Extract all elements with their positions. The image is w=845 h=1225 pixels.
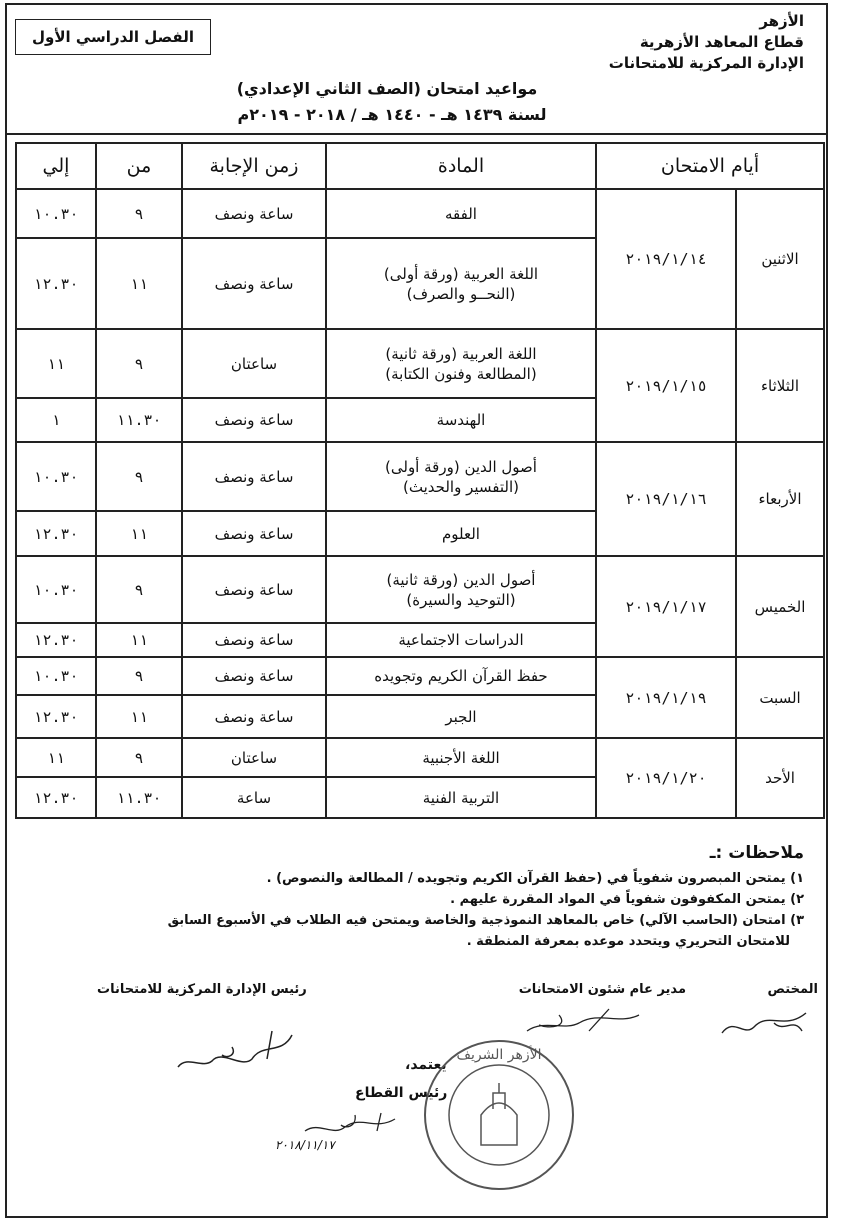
handwritten-date: ٢٠١٨/١١/١٧ <box>275 1138 335 1152</box>
subject-line: التربية الفنية <box>422 788 500 807</box>
from-time: ٩ <box>96 189 182 238</box>
org-line-2: قطاع المعاهد الأزهرية <box>639 33 804 51</box>
to-time: ١٢.٣٠ <box>16 623 96 657</box>
from-time: ٩ <box>96 738 182 777</box>
exam-title: مواعيد امتحان (الصف الثاني الإعدادي) <box>236 79 538 98</box>
from-time: ١١ <box>96 695 182 738</box>
term-label: الفصل الدراسي الأول <box>15 19 211 55</box>
subject-cell <box>326 329 596 398</box>
day-name: الأحد <box>736 738 824 818</box>
duration-cell: ساعة ونصف <box>182 695 326 738</box>
from-time: ٩ <box>96 329 182 398</box>
subject-line: (المطالعة وفنون الكتابة) <box>385 364 537 383</box>
organization-header <box>609 11 804 74</box>
to-time: ١٠.٣٠ <box>16 556 96 623</box>
to-time: ١٢.٣٠ <box>16 511 96 556</box>
duration-cell: ساعة ونصف <box>182 511 326 556</box>
header-to: إلي <box>16 143 96 189</box>
central-head-label: رئيس الإدارة المركزية للامتحانات <box>97 982 307 997</box>
day-name: الأربعاء <box>736 442 824 556</box>
subject-cell <box>326 657 596 695</box>
note-item: للامتحان التحريري ويتحدد موعده بمعرفة المنطقة . <box>466 934 790 949</box>
exam-date: ٢٠١٩/١/١٥ <box>596 329 736 442</box>
from-time: ١١.٣٠ <box>96 398 182 442</box>
subject-cell <box>326 623 596 657</box>
subject-cell <box>326 238 596 329</box>
day-name: الثلاثاء <box>736 329 824 442</box>
from-time: ١١ <box>96 511 182 556</box>
approval-label: يعتمد، <box>405 1057 447 1073</box>
subject-line: الفقه <box>445 204 477 223</box>
exam-date: ٢٠١٩/١/١٧ <box>596 556 736 657</box>
exam-date: ٢٠١٩/١/١٦ <box>596 442 736 556</box>
subject-cell <box>326 738 596 777</box>
subject-cell <box>326 777 596 818</box>
exam-schedule-table <box>15 142 825 819</box>
notes-title: ملاحظات :ـ <box>709 843 804 863</box>
notes-section <box>14 843 804 952</box>
note-item: ١) يمتحن المبصرون شفوياً في (حفظ القرآن الكريم وتجويده / المطالعة والنصوص) . <box>266 871 804 886</box>
table-row <box>16 329 824 398</box>
day-name: السبت <box>736 657 824 738</box>
duration-cell: ساعة ونصف <box>182 189 326 238</box>
subject-line: اللغة الأجنبية <box>422 748 500 767</box>
from-time: ١١ <box>96 623 182 657</box>
specialist-signature-icon <box>714 1003 814 1043</box>
to-time: ١١ <box>16 329 96 398</box>
subject-line: العلوم <box>442 524 480 543</box>
from-time: ٩ <box>96 556 182 623</box>
duration-cell: ساعة ونصف <box>182 398 326 442</box>
duration-cell: ساعة ونصف <box>182 657 326 695</box>
duration-cell: ساعة ونصف <box>182 442 326 511</box>
header-days: أيام الامتحان <box>596 143 824 189</box>
duration-cell: ساعتان <box>182 738 326 777</box>
exam-date: ٢٠١٩/١/١٤ <box>596 189 736 329</box>
duration-cell: ساعة ونصف <box>182 623 326 657</box>
subject-line: أصول الدين (ورقة أولى) <box>385 457 537 476</box>
sector-head-label: رئيس القطاع <box>355 1085 448 1101</box>
from-time: ٩ <box>96 442 182 511</box>
day-name: الاثنين <box>736 189 824 329</box>
director-label: مدير عام شئون الامتحانات <box>518 982 686 997</box>
table-header-row <box>16 143 824 189</box>
to-time: ١١ <box>16 738 96 777</box>
subject-cell <box>326 189 596 238</box>
subject-line: الهندسة <box>436 411 486 429</box>
to-time: ١٢.٣٠ <box>16 695 96 738</box>
table-row <box>16 189 824 238</box>
duration-cell: ساعة ونصف <box>182 238 326 329</box>
subject-cell <box>326 556 596 623</box>
exam-schedule-sheet <box>5 3 828 1218</box>
subject-line: (التفسير والحديث) <box>403 477 519 496</box>
subject-line: اللغة العربية (ورقة ثانية) <box>385 344 537 363</box>
table-row <box>16 442 824 511</box>
to-time: ١٠.٣٠ <box>16 657 96 695</box>
table-row <box>16 738 824 777</box>
subject-line: أصول الدين (ورقة ثانية) <box>386 570 536 589</box>
central-head-signature-icon <box>172 1025 302 1073</box>
to-time: ١٠.٣٠ <box>16 189 96 238</box>
org-line-1: الأزهر <box>759 12 804 30</box>
stamp-text: الأزهر الشريف <box>456 1047 542 1063</box>
from-time: ٩ <box>96 657 182 695</box>
sector-head-signature-icon <box>285 1109 405 1165</box>
schedule-body <box>16 189 824 818</box>
header-from: من <box>96 143 182 189</box>
subject-cell <box>326 442 596 511</box>
subject-line: (النحــو والصرف) <box>406 284 516 303</box>
table-row <box>16 657 824 695</box>
duration-cell: ساعة <box>182 777 326 818</box>
subject-line: الجبر <box>445 707 477 726</box>
subject-line: الدراسات الاجتماعية <box>398 631 524 649</box>
subject-cell <box>326 695 596 738</box>
to-time: ١٢.٣٠ <box>16 238 96 329</box>
to-time: ١٢.٣٠ <box>16 777 96 818</box>
specialist-label: المختص <box>767 982 818 997</box>
note-item: ٢) يمتحن المكفوفون شفوياً في المواد المقررة عليهم . <box>450 892 804 907</box>
header-duration: زمن الإجابة <box>182 143 326 189</box>
day-name: الخميس <box>736 556 824 657</box>
subject-line: (التوحيد والسيرة) <box>406 590 516 609</box>
to-time: ١ <box>16 398 96 442</box>
duration-cell: ساعة ونصف <box>182 556 326 623</box>
exam-date: ٢٠١٩/١/١٩ <box>596 657 736 738</box>
header-divider <box>7 133 826 135</box>
header-subject: المادة <box>326 143 596 189</box>
duration-cell: ساعتان <box>182 329 326 398</box>
from-time: ١١.٣٠ <box>96 777 182 818</box>
exam-date: ٢٠١٩/١/٢٠ <box>596 738 736 818</box>
from-time: ١١ <box>96 238 182 329</box>
subject-line: حفظ القرآن الكريم وتجويده <box>374 667 548 685</box>
table-row <box>16 556 824 623</box>
note-item: ٣) امتحان (الحاسب الآلي) خاص بالمعاهد النموذجية والخاصة ويمتحن فيه الطلاب في الأسبوع السابق <box>167 913 804 928</box>
subject-line: اللغة العربية (ورقة أولى) <box>383 264 539 283</box>
official-stamp-icon <box>419 1035 579 1195</box>
exam-year-line: لسنة ١٤٣٩ هـ - ١٤٤٠ هـ / ٢٠١٨ - ٢٠١٩م <box>237 105 547 124</box>
subject-cell <box>326 398 596 442</box>
to-time: ١٠.٣٠ <box>16 442 96 511</box>
org-line-3: الإدارة المركزية للامتحانات <box>608 54 804 72</box>
subject-cell <box>326 511 596 556</box>
